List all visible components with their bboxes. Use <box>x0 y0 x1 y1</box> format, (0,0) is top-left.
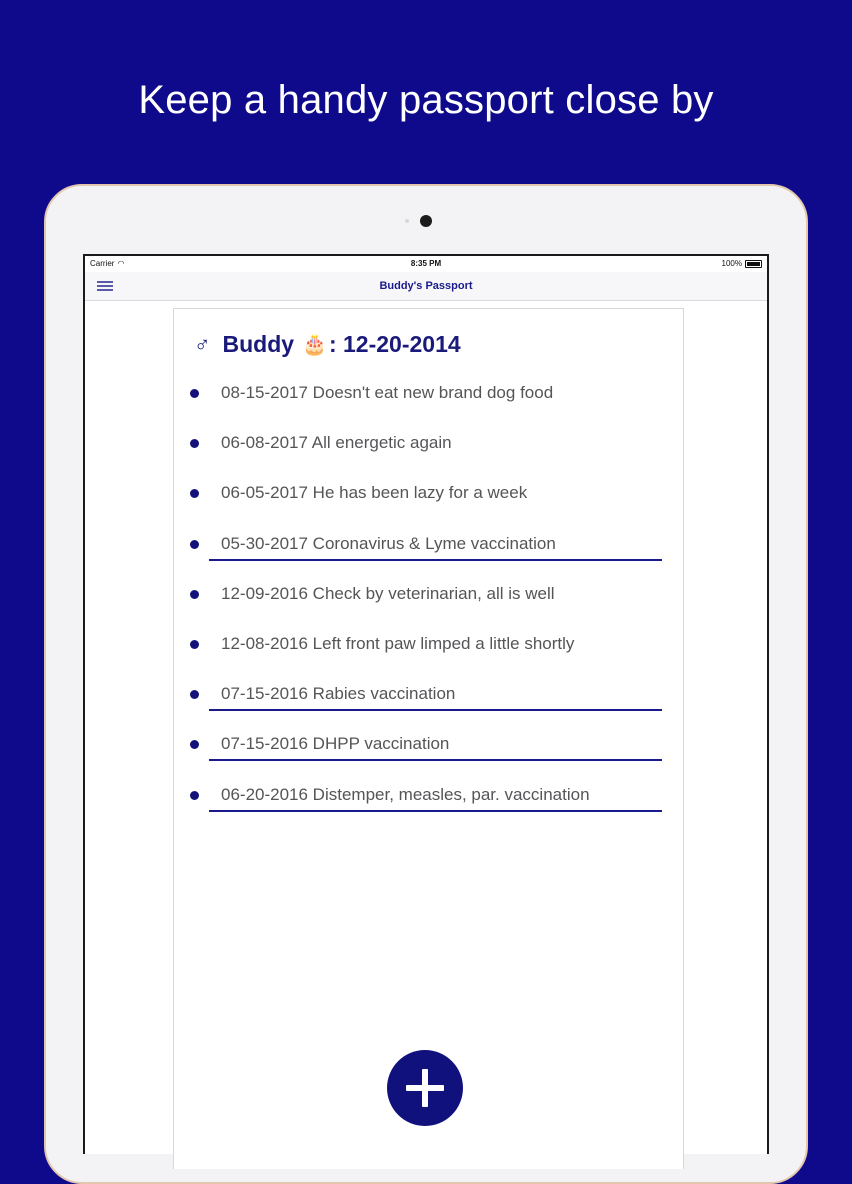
bullet-icon <box>190 389 199 398</box>
list-item[interactable] <box>190 467 670 517</box>
add-entry-button[interactable] <box>387 1050 463 1126</box>
entry-text: 06-20-2016 Distemper, measles, par. vaccination <box>221 784 590 804</box>
male-gender-icon: ♂ <box>194 331 211 357</box>
list-item[interactable] <box>190 618 670 668</box>
battery-icon <box>745 260 762 268</box>
plus-icon-vertical <box>422 1069 428 1107</box>
headline: Keep a handy passport close by <box>138 78 714 122</box>
list-item[interactable] <box>190 518 670 568</box>
bullet-icon <box>190 640 199 649</box>
entry-text: 12-08-2016 Left front paw limped a little shortly <box>221 633 575 653</box>
status-time: 8:35 PM <box>410 259 442 268</box>
list-item[interactable] <box>190 417 670 467</box>
pet-name: Buddy <box>222 331 295 357</box>
entry-text: 06-08-2017 All energetic again <box>221 433 452 453</box>
list-item[interactable] <box>190 668 670 718</box>
pet-header <box>194 331 461 358</box>
vaccination-underline <box>209 759 662 761</box>
bullet-icon <box>190 489 199 498</box>
status-bar <box>85 256 767 272</box>
carrier-label: Carrier <box>90 259 115 268</box>
entry-text: 05-30-2017 Coronavirus & Lyme vaccination <box>221 533 556 553</box>
bullet-icon <box>190 740 199 749</box>
list-item[interactable] <box>190 769 670 819</box>
birthday-cake-icon: 🎂 <box>302 334 327 356</box>
bullet-icon <box>190 791 199 800</box>
passport-card <box>173 308 684 1169</box>
entry-list <box>190 367 670 819</box>
status-battery <box>722 259 762 268</box>
pet-birthday: : 12-20-2014 <box>328 331 461 357</box>
vaccination-underline <box>209 709 662 711</box>
entry-text: 06-05-2017 He has been lazy for a week <box>221 483 528 503</box>
list-item[interactable] <box>190 718 670 768</box>
bullet-icon <box>190 540 199 549</box>
list-item[interactable] <box>190 367 670 417</box>
entry-text: 07-15-2016 DHPP vaccination <box>221 734 450 754</box>
entry-text: 12-09-2016 Check by veterinarian, all is well <box>221 583 555 603</box>
battery-percent: 100% <box>721 259 742 268</box>
navigation-bar <box>85 272 767 301</box>
vaccination-underline <box>209 810 662 812</box>
list-item[interactable] <box>190 568 670 618</box>
bullet-icon <box>190 590 199 599</box>
sensor-dot <box>405 219 409 223</box>
wifi-icon: ◠ <box>117 259 125 268</box>
entry-text: 08-15-2017 Doesn't eat new brand dog food <box>221 383 554 402</box>
app-screen <box>83 254 769 1154</box>
bullet-icon <box>190 690 199 699</box>
bullet-icon <box>190 439 199 448</box>
front-camera <box>420 215 432 227</box>
entry-text: 07-15-2016 Rabies vaccination <box>221 684 456 704</box>
vaccination-underline <box>209 559 662 561</box>
nav-title: Buddy's Passport <box>379 280 473 292</box>
